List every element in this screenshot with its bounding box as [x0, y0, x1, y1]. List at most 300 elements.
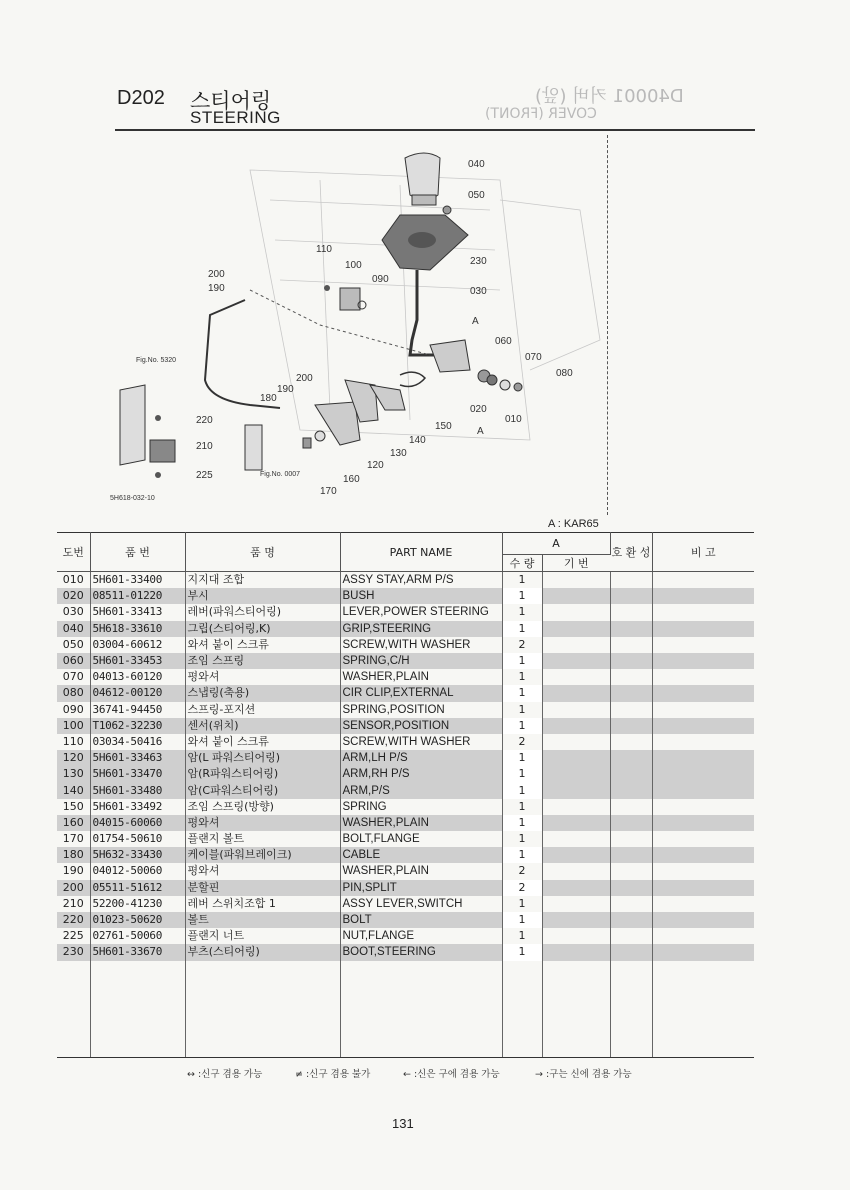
row-no: 030	[57, 604, 90, 620]
row-interchange	[610, 766, 652, 782]
row-name-kr: 플랜지 너트	[185, 928, 340, 944]
row-remarks	[652, 782, 754, 798]
washer-160	[315, 431, 325, 441]
row-name-kr: 암(C파워스티어링)	[185, 782, 340, 798]
row-remarks	[652, 799, 754, 815]
row-remarks	[652, 621, 754, 637]
row-name-kr: 암(R파워스티어링)	[185, 766, 340, 782]
callout: A	[477, 426, 484, 437]
row-remarks	[652, 766, 754, 782]
row-name-kr: 스냅링(축용)	[185, 685, 340, 701]
row-interchange	[610, 815, 652, 831]
row-part-no: 5H601-33670	[90, 944, 185, 960]
table-row	[57, 847, 754, 863]
nut-225	[155, 472, 161, 478]
table-row	[57, 637, 754, 653]
row-qty: 1	[502, 588, 542, 604]
row-interchange	[610, 621, 652, 637]
row-qty: 1	[502, 750, 542, 766]
row-interchange	[610, 702, 652, 718]
row-interchange	[610, 944, 652, 960]
row-no: 110	[57, 734, 90, 750]
row-interchange	[610, 847, 652, 863]
row-part-no: 03034-50416	[90, 734, 185, 750]
background-frame-lines	[250, 170, 600, 440]
row-no: 140	[57, 782, 90, 798]
row-qty: 2	[502, 637, 542, 653]
row-std	[542, 944, 610, 960]
row-part-no: 01754-50610	[90, 831, 185, 847]
row-part-name: WASHER,PLAIN	[340, 863, 502, 879]
row-no: 070	[57, 669, 90, 685]
col-header-interchange: 호 환 성	[610, 533, 652, 572]
row-std	[542, 815, 610, 831]
row-remarks	[652, 831, 754, 847]
row-name-kr: 센서(위치)	[185, 718, 340, 734]
row-interchange	[610, 896, 652, 912]
table-row	[57, 863, 754, 879]
row-std	[542, 669, 610, 685]
callout: 160	[343, 474, 360, 485]
row-remarks	[652, 815, 754, 831]
row-interchange	[610, 685, 652, 701]
row-std	[542, 604, 610, 620]
row-std	[542, 750, 610, 766]
callout: 040	[468, 159, 485, 170]
row-remarks	[652, 847, 754, 863]
row-std	[542, 702, 610, 718]
row-part-name: SPRING	[340, 799, 502, 815]
row-name-kr: 와셔 붙이 스크류	[185, 734, 340, 750]
screw-110	[324, 285, 330, 291]
row-std	[542, 880, 610, 896]
table-row	[57, 782, 754, 798]
row-interchange	[610, 782, 652, 798]
row-qty: 1	[502, 944, 542, 960]
row-qty: 1	[502, 766, 542, 782]
row-std	[542, 685, 610, 701]
row-name-kr: 지지대 조합	[185, 572, 340, 589]
model-label: A : KAR65	[548, 518, 599, 530]
row-name-kr: 케이블(파워브레이크)	[185, 847, 340, 863]
row-std	[542, 847, 610, 863]
row-qty: 1	[502, 669, 542, 685]
table-row	[57, 653, 754, 669]
callout: 180	[260, 393, 277, 404]
row-no: 230	[57, 944, 90, 960]
cable-part	[205, 300, 280, 408]
row-std	[542, 734, 610, 750]
table-row	[57, 572, 754, 589]
row-part-no: 5H601-33480	[90, 782, 185, 798]
bolt-170	[303, 438, 311, 448]
row-std	[542, 863, 610, 879]
table-row	[57, 750, 754, 766]
row-no: 120	[57, 750, 90, 766]
drawing-number: 5H618-032-10	[110, 495, 155, 502]
table-row	[57, 604, 754, 620]
row-qty: 2	[502, 863, 542, 879]
callout: 060	[495, 336, 512, 347]
row-part-name: SCREW,WITH WASHER	[340, 734, 502, 750]
col-header-part-name: PART NAME	[340, 533, 502, 572]
row-std	[542, 718, 610, 734]
row-part-no: 5H632-33430	[90, 847, 185, 863]
row-no: 010	[57, 572, 90, 589]
row-remarks	[652, 896, 754, 912]
bolt-220	[155, 415, 161, 421]
row-qty: 1	[502, 912, 542, 928]
row-part-name: BUSH	[340, 588, 502, 604]
row-part-name: PIN,SPLIT	[340, 880, 502, 896]
col-header-no: 도번	[57, 533, 90, 572]
parts-table	[57, 532, 754, 1058]
section-title-en: STEERING	[190, 108, 281, 127]
callout: 170	[320, 486, 337, 497]
row-interchange	[610, 799, 652, 815]
table-row	[57, 588, 754, 604]
row-no: 100	[57, 718, 90, 734]
row-part-name: ARM,P/S	[340, 782, 502, 798]
blank-cell	[652, 961, 754, 1058]
legend-item-4: → :구는 신에 겸용 가능	[535, 1069, 632, 1080]
row-remarks	[652, 637, 754, 653]
row-name-kr: 조임 스프링(방향)	[185, 799, 340, 815]
blank-cell	[502, 961, 542, 1058]
col-header-remarks: 비 고	[652, 533, 754, 572]
lever-part	[410, 270, 440, 355]
row-no: 150	[57, 799, 90, 815]
row-no: 210	[57, 896, 90, 912]
spring-150	[400, 372, 425, 386]
row-name-kr: 부시	[185, 588, 340, 604]
row-part-no: T1062-32230	[90, 718, 185, 734]
row-qty: 1	[502, 685, 542, 701]
row-std	[542, 782, 610, 798]
bleedthrough-text-1: D40001 커버 (앞)	[535, 86, 684, 107]
row-part-name: ARM,RH P/S	[340, 766, 502, 782]
row-interchange	[610, 863, 652, 879]
row-name-kr: 레버(파워스티어링)	[185, 604, 340, 620]
blank-cell	[542, 961, 610, 1058]
row-qty: 1	[502, 718, 542, 734]
row-part-name: ASSY STAY,ARM P/S	[340, 572, 502, 589]
legend-item-1: ↔ :신구 겸용 가능	[187, 1069, 263, 1080]
clip-080	[514, 383, 522, 391]
row-interchange	[610, 734, 652, 750]
col-header-name-kr: 품 명	[185, 533, 340, 572]
callout: 190	[277, 384, 294, 395]
callout: 120	[367, 460, 384, 471]
table-row	[57, 718, 754, 734]
row-no: 040	[57, 621, 90, 637]
callout: 070	[525, 352, 542, 363]
grip-part	[405, 153, 440, 205]
table-row	[57, 702, 754, 718]
row-part-name: BOLT	[340, 912, 502, 928]
row-part-name: ARM,LH P/S	[340, 750, 502, 766]
row-std	[542, 621, 610, 637]
row-part-name: CABLE	[340, 847, 502, 863]
row-name-kr: 그립(스티어링,K)	[185, 621, 340, 637]
row-name-kr: 볼트	[185, 912, 340, 928]
row-no: 130	[57, 766, 90, 782]
row-remarks	[652, 604, 754, 620]
row-no: 060	[57, 653, 90, 669]
row-qty: 1	[502, 653, 542, 669]
section-code: D202	[117, 87, 165, 109]
row-part-no: 04015-60060	[90, 815, 185, 831]
legend-item-3: ← :신은 구에 겸용 가능	[403, 1069, 500, 1080]
row-qty: 1	[502, 896, 542, 912]
row-name-kr: 스프링-포지션	[185, 702, 340, 718]
row-remarks	[652, 669, 754, 685]
row-remarks	[652, 912, 754, 928]
row-interchange	[610, 669, 652, 685]
row-part-no: 5H618-33610	[90, 621, 185, 637]
exploded-diagram	[100, 140, 610, 510]
row-part-name: SPRING,POSITION	[340, 702, 502, 718]
callout: 140	[409, 435, 426, 446]
row-interchange	[610, 653, 652, 669]
callout: 020	[470, 404, 487, 415]
row-remarks	[652, 944, 754, 960]
row-no: 160	[57, 815, 90, 831]
callout: 100	[345, 260, 362, 271]
callout: 090	[372, 274, 389, 285]
screw-050	[443, 206, 451, 214]
row-remarks	[652, 588, 754, 604]
row-part-name: SCREW,WITH WASHER	[340, 637, 502, 653]
spring-060	[487, 375, 497, 385]
row-std	[542, 572, 610, 589]
fig-ref-bottom: Fig.No. 0007	[260, 471, 301, 478]
col-header-std: 기 번	[542, 555, 610, 572]
row-part-name: SPRING,C/H	[340, 653, 502, 669]
row-qty: 1	[502, 799, 542, 815]
row-part-name: WASHER,PLAIN	[340, 669, 502, 685]
row-remarks	[652, 653, 754, 669]
callout: 030	[470, 286, 487, 297]
row-interchange	[610, 831, 652, 847]
row-std	[542, 588, 610, 604]
row-interchange	[610, 880, 652, 896]
row-remarks	[652, 734, 754, 750]
stay-assembly	[430, 340, 470, 372]
lever-switch-210	[150, 440, 175, 462]
table-row	[57, 799, 754, 815]
row-qty: 1	[502, 604, 542, 620]
callout: 010	[505, 414, 522, 425]
row-std	[542, 912, 610, 928]
callout: 080	[556, 368, 573, 379]
row-part-name: BOLT,FLANGE	[340, 831, 502, 847]
row-no: 080	[57, 685, 90, 701]
row-no: 180	[57, 847, 90, 863]
callout: 150	[435, 421, 452, 432]
header-rule	[115, 129, 755, 131]
row-name-kr: 와셔 붙이 스크류	[185, 637, 340, 653]
row-qty: 1	[502, 815, 542, 831]
row-remarks	[652, 928, 754, 944]
row-std	[542, 928, 610, 944]
row-part-name: NUT,FLANGE	[340, 928, 502, 944]
row-no: 225	[57, 928, 90, 944]
blank-cell	[340, 961, 502, 1058]
blank-cell	[57, 961, 90, 1058]
row-std	[542, 637, 610, 653]
row-std	[542, 896, 610, 912]
row-name-kr: 레버 스위치조합 1	[185, 896, 340, 912]
row-std	[542, 653, 610, 669]
row-interchange	[610, 588, 652, 604]
row-qty: 1	[502, 702, 542, 718]
callout: A	[472, 316, 479, 327]
row-name-kr: 암(L 파워스티어링)	[185, 750, 340, 766]
callout: 220	[196, 415, 213, 426]
row-name-kr: 부츠(스티어링)	[185, 944, 340, 960]
row-part-no: 08511-01220	[90, 588, 185, 604]
row-qty: 1	[502, 831, 542, 847]
fig-ref-top: Fig.No. 5320	[136, 357, 177, 364]
row-interchange	[610, 718, 652, 734]
row-interchange	[610, 912, 652, 928]
row-qty: 1	[502, 572, 542, 589]
row-std	[542, 831, 610, 847]
row-name-kr: 평와셔	[185, 815, 340, 831]
row-part-no: 05511-51612	[90, 880, 185, 896]
row-qty: 2	[502, 734, 542, 750]
row-name-kr: 조임 스프링	[185, 653, 340, 669]
row-no: 220	[57, 912, 90, 928]
row-name-kr: 분할핀	[185, 880, 340, 896]
row-std	[542, 766, 610, 782]
row-part-name: CIR CLIP,EXTERNAL	[340, 685, 502, 701]
row-part-no: 52200-41230	[90, 896, 185, 912]
row-part-no: 5H601-33492	[90, 799, 185, 815]
row-part-name: ASSY LEVER,SWITCH	[340, 896, 502, 912]
blank-cell	[610, 961, 652, 1058]
bleedthrough-text-2: COVER (FRONT)	[485, 106, 597, 122]
table-row	[57, 815, 754, 831]
row-part-name: SENSOR,POSITION	[340, 718, 502, 734]
row-name-kr: 평와셔	[185, 863, 340, 879]
row-part-no: 5H601-33463	[90, 750, 185, 766]
row-remarks	[652, 880, 754, 896]
row-no: 050	[57, 637, 90, 653]
table-row	[57, 928, 754, 944]
table-row	[57, 621, 754, 637]
row-interchange	[610, 604, 652, 620]
blank-cell	[185, 961, 340, 1058]
row-std	[542, 799, 610, 815]
parts-table-body	[57, 572, 754, 1058]
row-name-kr: 플랜지 볼트	[185, 831, 340, 847]
table-row	[57, 944, 754, 960]
callout: 200	[296, 373, 313, 384]
row-remarks	[652, 863, 754, 879]
row-remarks	[652, 718, 754, 734]
row-remarks	[652, 750, 754, 766]
blank-cell	[90, 961, 185, 1058]
row-no: 170	[57, 831, 90, 847]
row-name-kr: 평와셔	[185, 669, 340, 685]
row-qty: 1	[502, 928, 542, 944]
row-interchange	[610, 637, 652, 653]
row-part-no: 04012-50060	[90, 863, 185, 879]
page-number: 131	[392, 1116, 414, 1131]
left-bracket	[120, 385, 145, 465]
row-interchange	[610, 750, 652, 766]
row-interchange	[610, 928, 652, 944]
table-row	[57, 766, 754, 782]
callout: 230	[470, 256, 487, 267]
callout: 130	[390, 448, 407, 459]
row-remarks	[652, 702, 754, 718]
col-header-qty: 수 량	[502, 555, 542, 572]
row-no: 190	[57, 863, 90, 879]
row-part-name: BOOT,STEERING	[340, 944, 502, 960]
row-remarks	[652, 685, 754, 701]
row-part-name: WASHER,PLAIN	[340, 815, 502, 831]
row-part-no: 36741-94450	[90, 702, 185, 718]
table-row	[57, 912, 754, 928]
row-no: 090	[57, 702, 90, 718]
table-row	[57, 669, 754, 685]
lower-bracket	[245, 425, 262, 470]
table-row	[57, 685, 754, 701]
row-interchange	[610, 572, 652, 589]
row-part-no: 01023-50620	[90, 912, 185, 928]
legend-item-2: ≠ :신구 겸용 불가	[295, 1069, 371, 1080]
row-part-no: 5H601-33453	[90, 653, 185, 669]
row-qty: 1	[502, 847, 542, 863]
row-part-no: 03004-60612	[90, 637, 185, 653]
row-qty: 2	[502, 880, 542, 896]
table-row	[57, 880, 754, 896]
col-header-group-a: A	[502, 533, 610, 555]
row-part-no: 5H601-33470	[90, 766, 185, 782]
row-part-no: 04013-60120	[90, 669, 185, 685]
diagram-svg	[100, 140, 610, 510]
row-part-no: 5H601-33413	[90, 604, 185, 620]
table-row	[57, 896, 754, 912]
row-qty: 1	[502, 782, 542, 798]
row-no: 200	[57, 880, 90, 896]
row-part-name: GRIP,STEERING	[340, 621, 502, 637]
callout: 050	[468, 190, 485, 201]
row-part-no: 04612-00120	[90, 685, 185, 701]
callout: 190	[208, 283, 225, 294]
callout: 210	[196, 441, 213, 452]
section-title-kr: 스티어링	[190, 89, 272, 113]
row-part-no: 02761-50060	[90, 928, 185, 944]
row-remarks	[652, 572, 754, 589]
callout: 110	[316, 244, 332, 255]
boot-ring	[408, 232, 436, 248]
row-part-name: LEVER,POWER STEERING	[340, 604, 502, 620]
table-row	[57, 734, 754, 750]
row-part-no: 5H601-33400	[90, 572, 185, 589]
table-blank-space	[57, 961, 754, 1058]
washer-070	[500, 380, 510, 390]
row-no: 020	[57, 588, 90, 604]
callout: 200	[208, 269, 225, 280]
callout: 225	[196, 470, 213, 481]
row-qty: 1	[502, 621, 542, 637]
sensor-part	[340, 288, 360, 310]
table-row	[57, 831, 754, 847]
